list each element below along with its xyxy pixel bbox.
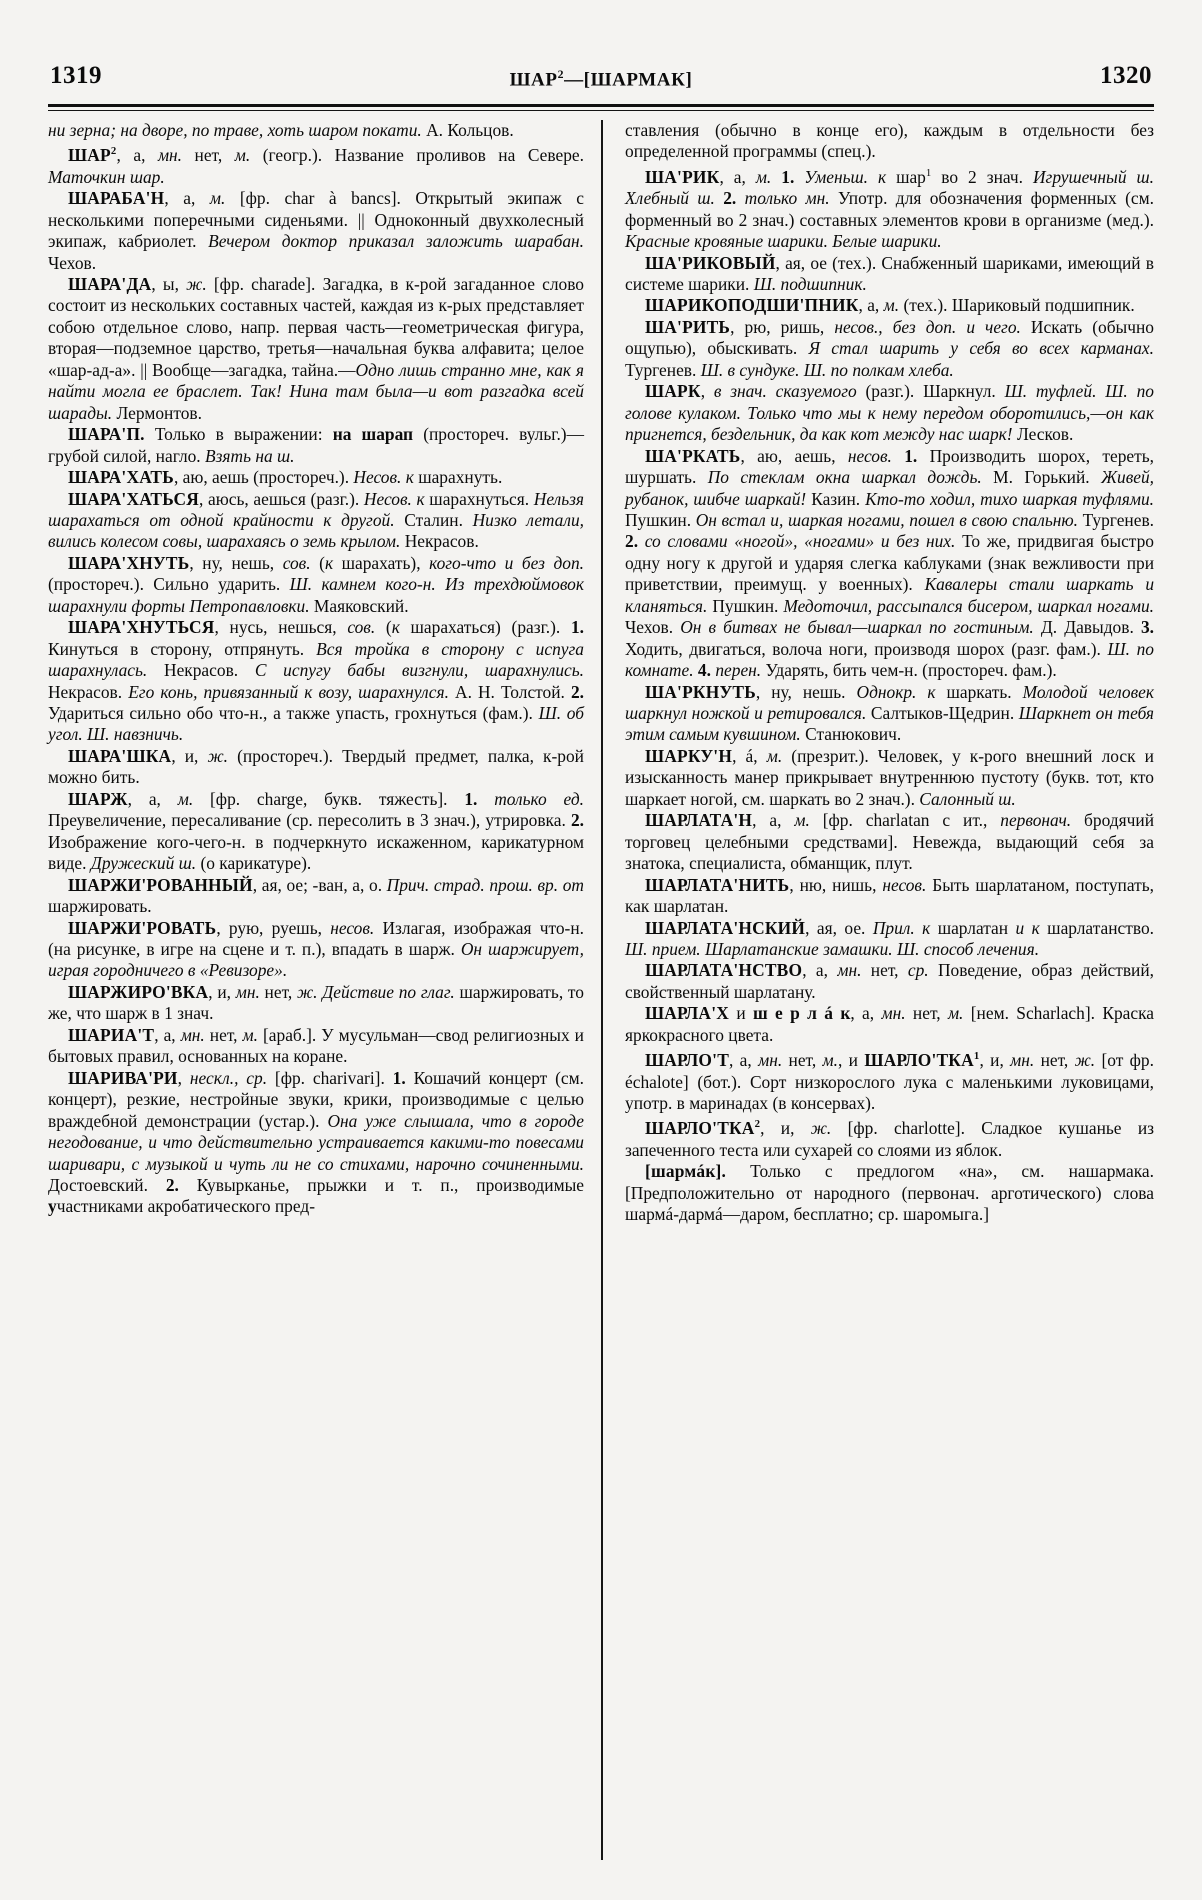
dictionary-entry: ШАРА'ДА, ы, ж. [фр. charade]. Загадка, в к-рой загаданное слово состоит из нескольких составных частей, каждая из к-рых представляет собою отдельное слово, напр. первая часть—геометрическая фигура, вторая—подземное царство, третья—начальная буква алфавита; целое «шар-ад-а». || Вообще—загадка, тайна.—Одно лишь странно мне, как я найти могла ее браслет. Так! Нина там была—и вот разгадка всей шарады. Лермонтов. <box>48 273 585 423</box>
dictionary-entry: ШАРЛА'Х и ш е р л á к, а, мн. нет, м. [нем. Scharlach]. Краска яркокрасного цвета. <box>625 1003 1154 1045</box>
dictionary-entry: ШАРАБА'Н, а, м. [фр. char à bancs]. Открытый экипаж с несколькими поперечными сиденьями. || Одноконный двухколесный экипаж, кабриолет. Вечером доктор приказал заложить шарабан. Чехов. <box>48 188 584 273</box>
dictionary-entry: ШАРА'ХНУТЬСЯ, нусь, нешься, сов. (к шарахаться) (разг.). 1. Кинуться в сторону, отпрянуть. Вся тройка в сторону с испуга шарахнулась. Некрасов. С испугу бабы визгнули, шарахнулись. Некрасов. Его конь, привязанный к возу, шарахнулся. А. Н. Толстой. 2. Удариться сильно обо что-н., а также упасть, грохнуться (фам.). Ш. об угол. Ш. навзничь. <box>48 617 584 745</box>
dictionary-entry: ШАРЖИРО'ВКА, и, мн. нет, ж. Действие по глаг. шаржировать, то же, что шарж в 1 знач. <box>48 981 584 1024</box>
text-columns <box>48 120 1154 1860</box>
header-rule <box>48 104 1154 111</box>
running-title-prefix: ШАР <box>509 69 558 91</box>
dictionary-entry: [шармáк]. Только с предлогом «на», см. нашармака. [Предположительно от народного (первонач. арготического) слова шармá-дармá—даром, бесплатно; ср. шаромыга.] <box>625 1161 1154 1225</box>
header-rule-thin <box>48 110 1154 111</box>
dictionary-entry: ШАРЛАТА'НСКИЙ, ая, ое. Прил. к шарлатан и к шарлатанство. Ш. прием. Шарлатанские замашки. Ш. способ лечения. <box>625 917 1154 960</box>
dictionary-entry: ШАРЛО'Т, а, мн. нет, м., и ШАРЛО'ТКА$^1$, и, мн. нет, ж. [от фр. échalote] (бот.). Сорт низкорослого лука с маленькими луковицами, употр. в маринадах (в консервах). <box>625 1050 1154 1113</box>
dictionary-entry: ШАРК, в знач. сказуемого (разг.). Шаркнул. Ш. туфлей. Ш. по голове кулаком. Только что мы к нему передом оборотились,—он как пригнется, бездельник, да как кот между нас шарк! Лесков. <box>625 381 1154 445</box>
paragraph-continuation: ставления (обычно в конце его), каждым в отдельности без определенной программы (спец.). <box>625 120 1154 162</box>
running-title-superscript: 2 <box>557 68 565 81</box>
dictionary-entry: ША'РИКОВЫЙ, ая, ое (тех.). Снабженный шариками, имеющий в системе шарики. Ш. подшипник. <box>625 252 1154 294</box>
dictionary-entry: ШАРЛАТА'НИТЬ, ню, нишь, несов. Быть шарлатаном, поступать, как шарлатан. <box>625 874 1154 917</box>
column-left <box>48 120 601 1860</box>
dictionary-entry: ША'РИК, а, м. 1. Уменьш. к шар$^1$ во 2 знач. Игрушечный ш. Хлебный ш. 2. только мн. Употр. для обозначения форменных (см. форменный во 2 знач.) составных элементов крови в организме (мед.). Красные кровяные шарики. Белые шарики. <box>625 166 1154 252</box>
running-title-suffix: —[ШАРМАК] <box>564 69 693 91</box>
dictionary-entry: ШАРА'П. Только в выражении: на шарап (простореч. вульг.)—грубой силой, нагло. Взять на ш. <box>48 424 584 466</box>
dictionary-entry: ША'РКАТЬ, аю, аешь, несов. 1. Производить шорох, тереть, шуршать. По стеклам окна шаркал дождь. М. Горький. Живей, рубанок, шибче шаркай! Казин. Кто-то ходил, тихо шаркая туфлями. Пушкин. Он встал и, шаркая ногами, пошел в свою спальню. Тургенев. 2. со словами «ногой», «ногами» и без них. То же, придвигая быстро одну ногу к другой и ударяя слегка каблуками (знак вежливости при приветствии, преимущ. у военных). Кавалеры стали шаркать и кланяться. Пушкин. Медоточил, рассыпался бисером, шаркал ногами. Чехов. Он в битвах не бывал—шаркал по гостиным. Д. Давыдов. 3. Ходить, двигаться, волоча ноги, производя шорох (разг. фам.). Ш. по комнате. 4. перен. Ударять, бить чем-н. (простореч. фам.). <box>625 445 1155 681</box>
dictionary-entry: ША'РКНУТЬ, ну, нешь. Однокр. к шаркать. Молодой человек шаркнул ножкой и ретировался. Салтыков-Щедрин. Шаркнет он тебя этим самым кувшином. Станюкович. <box>625 681 1154 745</box>
page-number-left: 1319 <box>50 62 102 89</box>
dictionary-entry: ШАРЖИ'РОВАННЫЙ, ая, ое; -ван, а, о. Прич. страд. прош. вр. от шаржировать. <box>48 874 584 917</box>
dictionary-entry: ШАРА'ХНУТЬ, ну, нешь, сов. (к шарахать), кого-что и без доп. (простореч.). Сильно ударить. Ш. камнем кого-н. Из трехдюймовок шарахнули форты Петропавловки. Маяковский. <box>48 552 584 616</box>
running-title <box>50 68 1152 91</box>
dictionary-entry: ШАРЖИ'РОВАТЬ, рую, руешь, несов. Излагая, изображая что-н. (на рисунке, в игре на сцене и т. п.), впадать в шарж. Он шаржирует, играя городничего в «Ревизоре». <box>48 917 584 981</box>
dictionary-entry: ШАРИКОПОДШИ'ПНИК, а, м. (тех.). Шариковый подшипник. <box>645 295 1135 316</box>
dictionary-entry: ШАРЛАТА'Н, а, м. [фр. charlatan с ит., первонач. бродячий торговец целебными средствами]. Невежда, выдающий себя за знатока, специалиста, обманщик, плут. <box>625 810 1155 874</box>
dictionary-entry: ШАРА'ХАТЬСЯ, аюсь, аешься (разг.). Несов. к шарахнуться. Нельзя шарахаться от одной крайности к другой. Сталин. Низко летали, вились колесом совы, шарахаясь о земь крылом. Некрасов. <box>48 488 585 552</box>
page-number-right: 1320 <box>1100 62 1152 89</box>
dictionary-entry: ШАРЛО'ТКА$^2$, и, ж. [фр. charlotte]. Сладкое кушанье из запеченного теста или сухарей со слоями из яблок. <box>625 1118 1154 1160</box>
dictionary-entry: ШАРКУ'Н, á, м. (презрит.). Человек, у к-рого внешний лоск и изысканность манер прикрывает внутреннюю пустоту (букв. тот, кто шаркает ногой, см. шаркать во 2 знач.). Салонный ш. <box>625 745 1154 809</box>
dictionary-entry: ШАР$^2$, а, мн. нет, м. (геогр.). Название проливов на Севере. Маточкин шар. <box>48 145 584 187</box>
dictionary-entry: ШАРЛАТА'НСТВО, а, мн. нет, ср. Поведение, образ действий, свойственный шарлатану. <box>625 960 1154 1002</box>
dictionary-entry: ШАРИВА'РИ, нескл., ср. [фр. charivari]. 1. Кошачий концерт (см. концерт), резкие, нестройные звуки, крики, производимые с целью враждебной демонстрации (устар.). Она уже слышала, что в городе негодование, и что действительно устраивается какими-то повесами шаривари, с музыкой и чуть ли не со стихами, нарочно сочиненными. Достоевский. 2. Кувырканье, прыжки и т. п., производимые участниками акробатического пред- <box>48 1067 584 1217</box>
dictionary-entry: ША'РИТЬ, рю, ришь, несов., без доп. и чего. Искать (обычно ощупью), обыскивать. Я стал шарить у себя во всех карманах. Тургенев. Ш. в сундуке. Ш. по полкам хлеба. <box>625 316 1154 380</box>
header-rule-thick <box>48 104 1154 107</box>
dictionary-entry: ШАРИА'Т, а, мн. нет, м. [араб.]. У мусульман—свод религиозных и бытовых правил, основанных на коране. <box>48 1024 584 1067</box>
dictionary-entry: ШАРА'ХАТЬ, аю, аешь (простореч.). Несов. к шарахнуть. <box>68 467 503 488</box>
column-right <box>601 120 1154 1860</box>
dictionary-entry: ШАРЖ, а, м. [фр. charge, букв. тяжесть]. 1. только ед. Преувеличение, пересаливание (ср. пересолить в 3 знач.), утрировка. 2. Изображение кого-чего-н. в подчеркнуто искаженном, карикатурном виде. Дружеский ш. (о карикатуре). <box>48 788 584 874</box>
dictionary-entry: ШАРА'ШКА, и, ж. (простореч.). Твердый предмет, палка, к-рой можно бить. <box>48 745 584 788</box>
running-head <box>50 62 1152 96</box>
paragraph-continuation: ни зерна; на дворе, по траве, хоть шаром покати. А. Кольцов. <box>48 120 514 140</box>
